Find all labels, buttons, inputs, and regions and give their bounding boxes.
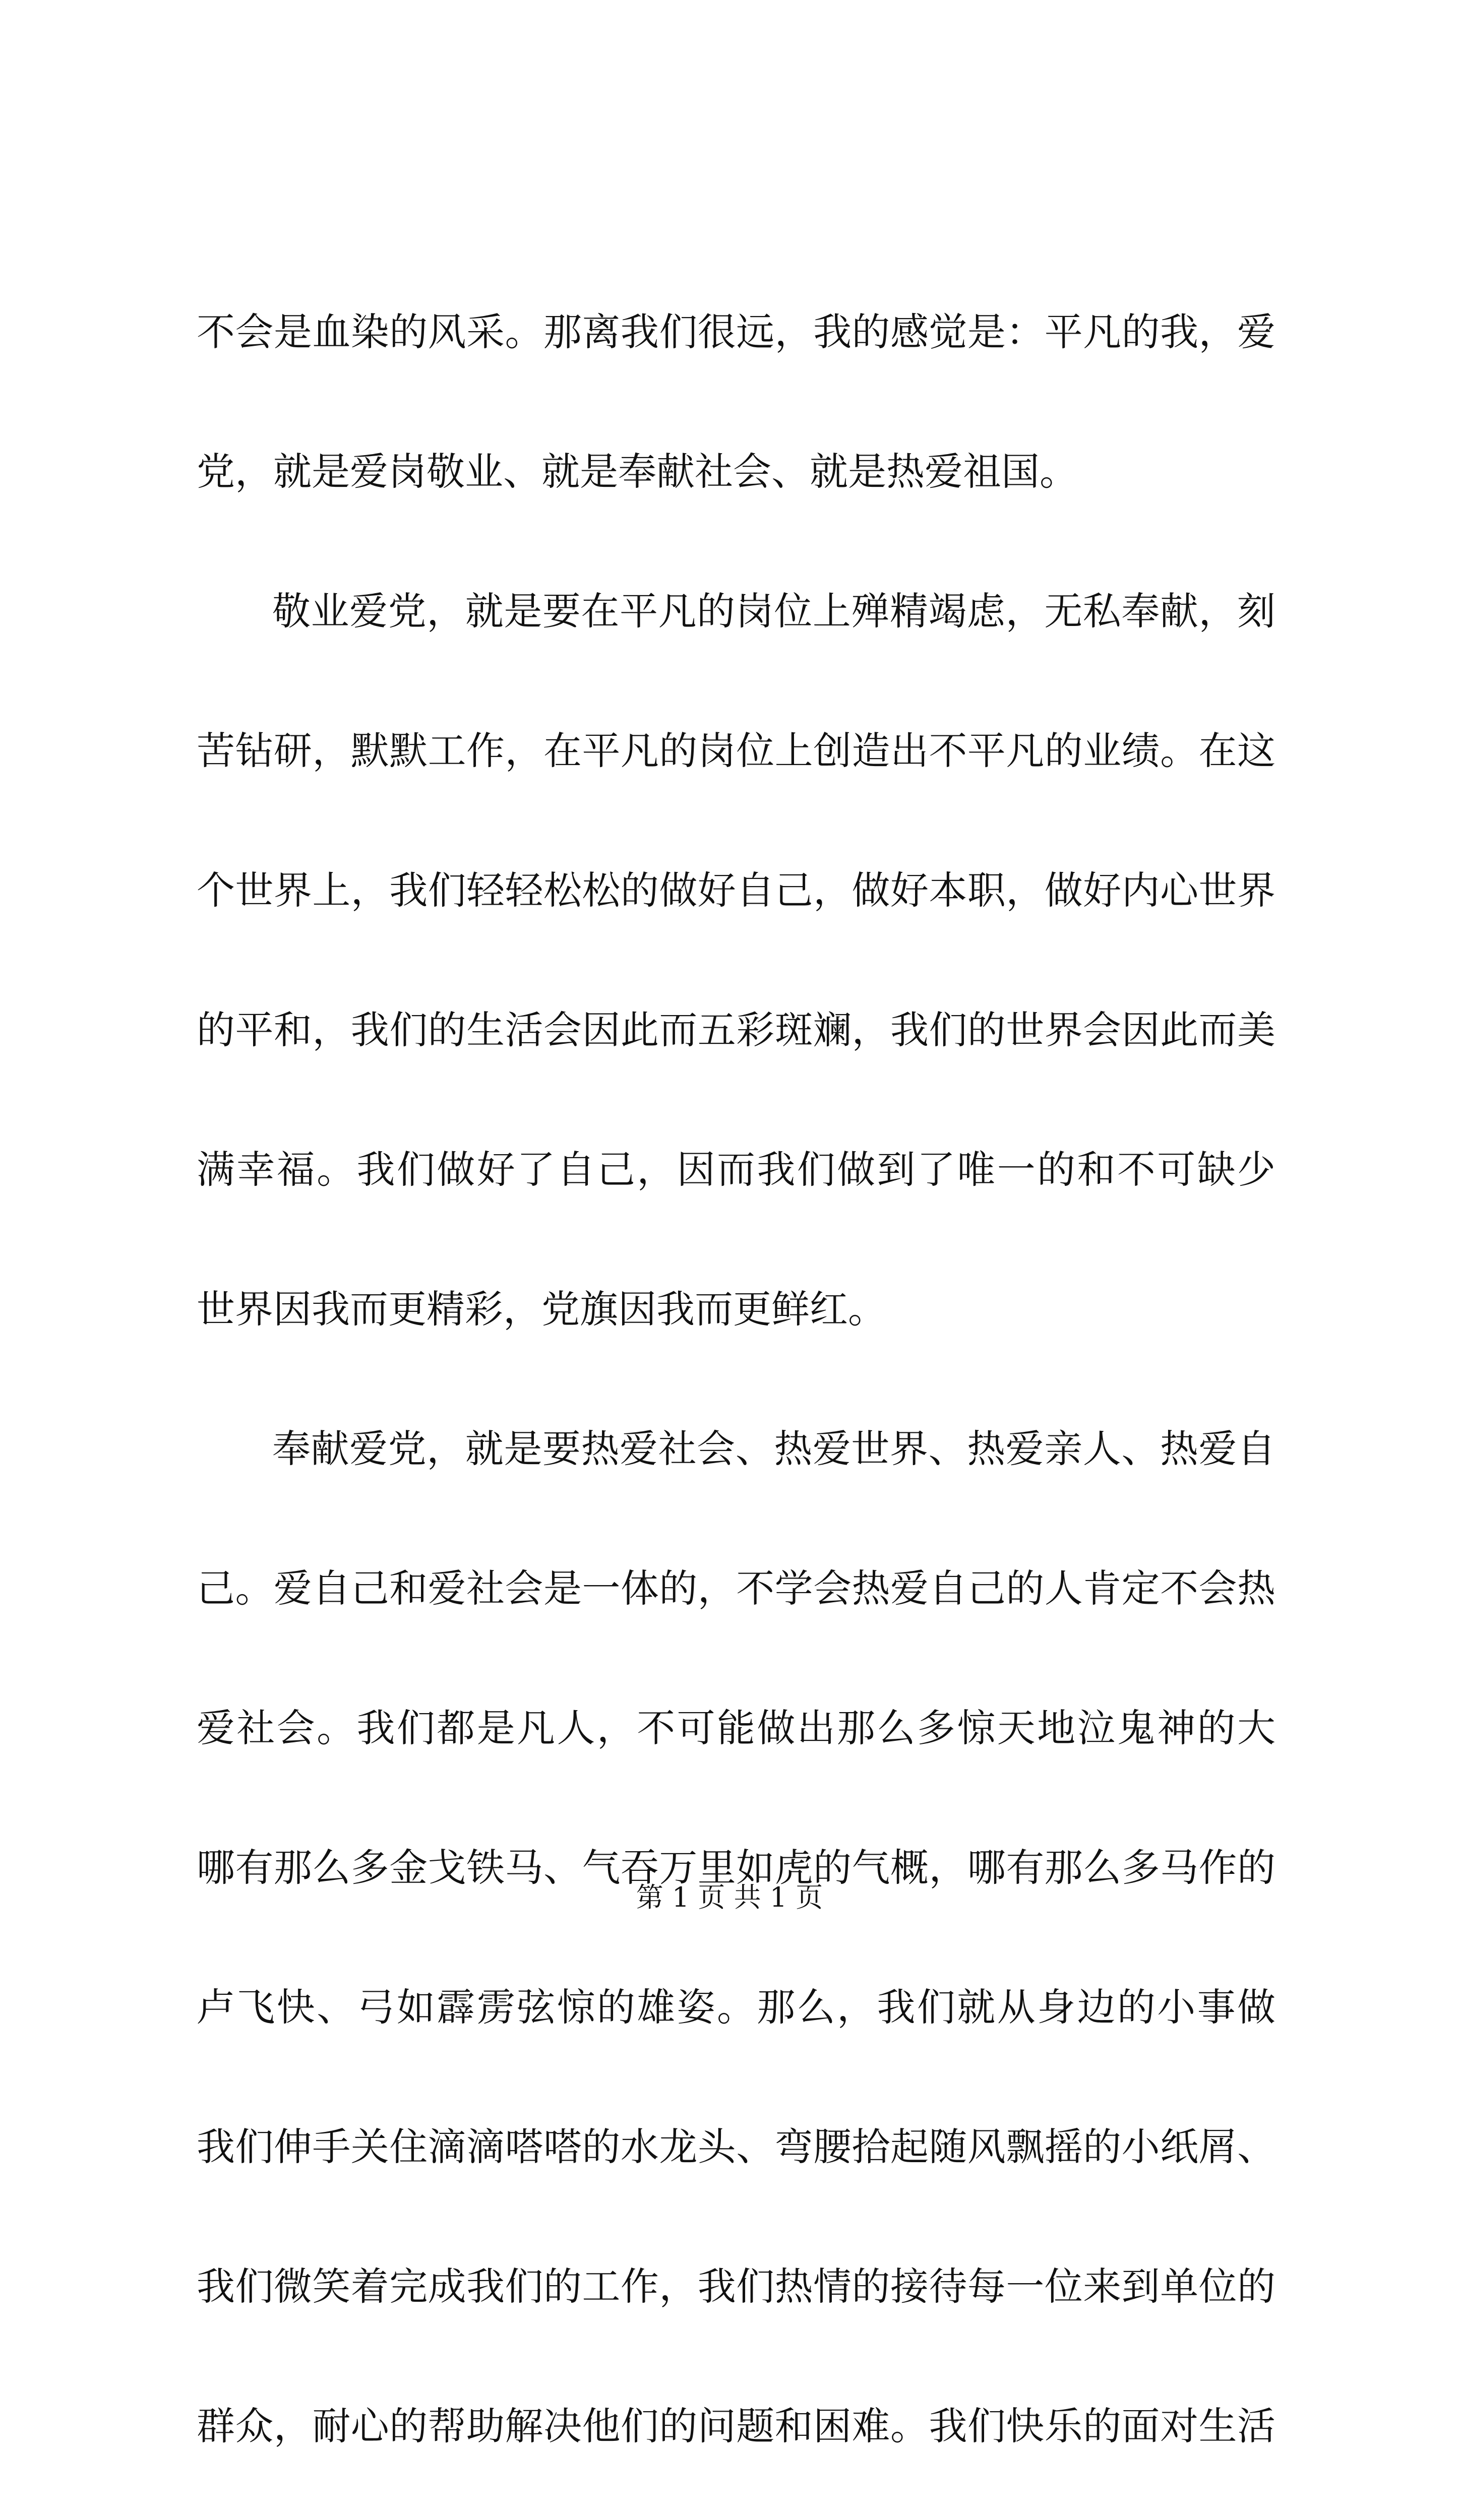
text-line-13: 卢飞快、弓如霹雳弦惊的雄姿。那么，我们就从身边的小事做 — [197, 1985, 1275, 2030]
text-line-5: 个世界上，我们轻轻松松的做好自己，做好本职，做好内心世界 — [197, 868, 1275, 913]
text-line-8: 世界因我而更精彩，党旗因我而更鲜红。 — [197, 1287, 886, 1332]
page-footer: 第 1 页 共 1 页 — [636, 1881, 823, 1913]
text-line-16: 群众，耐心的帮助解决他们的问题和困难。我们快乐的面对生活 — [197, 2404, 1275, 2448]
text-line-1: 不会是血染的风采。那离我们很远，我的感觉是：平凡的我，爱 — [197, 309, 1275, 354]
text-line-12: 哪有那么多金戈铁马、气吞万里如虎的气概，哪有那么多马作的 — [197, 1845, 1275, 1890]
text-line-11: 爱社会。我们都是凡人，不可能做出那么多惊天地泣鬼神的大 — [197, 1706, 1275, 1750]
text-line-15: 我们微笑着完成我们的工作，我们热情的接待每一位来到单位的 — [197, 2264, 1275, 2309]
text-line-7: 满幸福。我们做好了自己，因而我们做到了唯一的和不可缺少 — [197, 1147, 1275, 1192]
text-line-17 — [197, 2496, 1275, 2520]
text-line-2: 党，就是爱岗敬业、就是奉献社会、就是热爱祖国。 — [197, 449, 1078, 494]
paragraph-start-line-3: 敬业爱党，就是要在平凡的岗位上殚精竭虑，无私奉献，刻 — [272, 589, 1275, 634]
text-line-10: 己。爱自己和爱社会是一体的，不学会热爱自己的人肯定不会热 — [197, 1566, 1275, 1611]
text-line-14: 我们伸手关住滴滴嗒嗒的水龙头、弯腰拾起随风飘摇的小纸屑、 — [197, 2124, 1275, 2169]
text-line-6: 的平和，我们的生活会因此而五彩斑斓，我们的世界会因此而美 — [197, 1007, 1275, 1052]
document-body — [197, 262, 1275, 2520]
text-line-4: 苦钻研，默默工作，在平凡的岗位上创造出不平凡的业绩。在这 — [197, 728, 1275, 773]
paragraph-start-line-9: 奉献爱党，就是要热爱社会、热爱世界、热爱亲人、热爱自 — [272, 1426, 1275, 1471]
